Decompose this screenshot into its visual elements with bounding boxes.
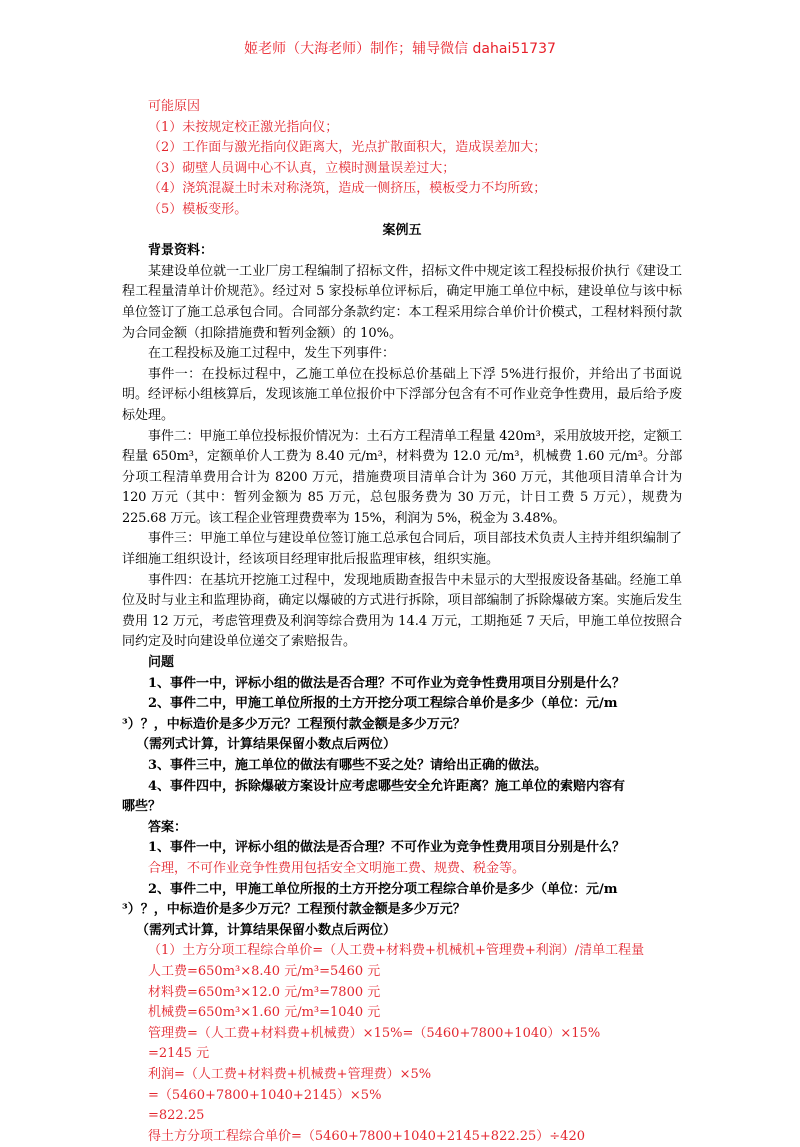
calc-line: （1）土方分项工程综合单价=（人工费+材料费+机械机+管理费+利润）/清单工程量 <box>148 943 645 959</box>
answer-1: 合理，不可作业竞争性费用包括安全文明施工费、规费、税金等。 <box>148 860 526 876</box>
cause-item: （1）未按规定校正激光指向仪； <box>148 119 339 135</box>
calc-line: =2145 元 <box>148 1046 210 1062</box>
question-1: 1、事件一中，评标小组的做法是否合理？不可作业为竞争性费用项目分别是什么？ <box>148 675 626 691</box>
calc-line: 机械费=650m³×1.60 元/m³=1040 元 <box>148 1005 381 1021</box>
event-3-paragraph: 事件三：甲施工单位与建设单位签订施工总承包合同后，项目部技术负责人主持并组织编制了详细施工组织设计，经该项目经理审批后报监理审核，组织实施。 <box>122 531 682 568</box>
event-1-paragraph: 事件一：在投标过程中，乙施工单位在投标总价基础上下浮 5%进行报价，并给出了书面说明。经评标小组核算后，发现该施工单位报价中下浮部分包含有不可作业竞争性费用，最后给予废标处理。 <box>122 366 682 423</box>
answer-question-2-line-2: ³）？，中标造价是多少万元？工程预付款金额是多少万元？ <box>122 902 466 918</box>
calc-line: =822.25 <box>148 1108 205 1124</box>
cause-item: （5）模板变形。 <box>148 201 248 217</box>
background-label: 背景资料： <box>148 243 214 259</box>
calc-line: =（5460+7800+1040+2145）×5% <box>148 1087 382 1103</box>
question-4-line-1: 4、事件四中，拆除爆破方案设计应考虑哪些安全允许距离？施工单位的索赔内容有 <box>148 778 626 794</box>
calc-line: 人工费=650m³×8.40 元/m³=5460 元 <box>148 963 381 979</box>
background-paragraph: 在工程投标及施工过程中，发生下列事件： <box>148 346 396 362</box>
cause-item: （3）砌壁人员调中心不认真，立模时测量误差过大； <box>148 160 456 176</box>
answer-question-2-note: （需列式计算，计算结果保留小数点后两位） <box>136 922 397 938</box>
question-4-line-2: 哪些？ <box>122 799 162 815</box>
page-header: 姬老师（大海老师）制作；辅导微信 dahai51737 <box>244 41 556 57</box>
case-title: 案例五 <box>382 222 422 238</box>
background-paragraph: 某建设单位就一工业厂房工程编制了招标文件，招标文件中规定该工程投标报价执行《建设工程工程量清单计价规范》。经过对 5 家投标单位评标后，确定甲施工单位中标，建设单位与该中标单位签订了施工总承包合同。合同部分条款约定：本工程采用综合单价计价模式，工程材料预付款为合同金额（扣除措施费和暂列金额）的 10%。 <box>122 263 682 341</box>
event-2-paragraph: 事件二：甲施工单位投标报价情况为：土石方工程清单工程量 420m³，采用放坡开挖，定额工程量 650m³，定额单价人工费为 8.40 元/m³，材料费为 12.0 元/m³，机械费 1.60 元/m³。分部分项工程清单费用合计为 8200 万元，措施费项目清单合计为 360 万元，其他项目清单合计为 120 万元（其中：暂列金额为 85 万元，总包服务费为 30 万元，计日工费 5 万元），规费为 225.68 万元。该工程企业管理费费率为 15%，利润为 5%，税金为 3.48%。 <box>122 428 682 526</box>
answers-label: 答案： <box>148 819 188 835</box>
calc-line: 利润=（人工费+材料费+机械费+管理费）×5% <box>148 1066 432 1082</box>
cause-item: （4）浇筑混凝土时未对称浇筑，造成一侧挤压，模板受力不均所致； <box>148 181 547 197</box>
answer-question-1: 1、事件一中，评标小组的做法是否合理？不可作业为竞争性费用项目分别是什么？ <box>148 840 626 856</box>
document-body <box>122 97 682 1147</box>
calc-line: 管理费=（人工费+材料费+机械费）×15%=（5460+7800+1040）×15% <box>148 1025 601 1041</box>
questions-label: 问题 <box>148 655 175 671</box>
causes-title: 可能原因 <box>148 99 201 114</box>
question-3: 3、事件三中，施工单位的做法有哪些不妥之处？请给出正确的做法。 <box>148 758 548 773</box>
question-2-line-1: 2、事件二中，甲施工单位所报的土方开挖分项工程综合单价是多少（单位：元/m <box>148 696 618 712</box>
question-2-note: （需列式计算，计算结果保留小数点后两位） <box>136 737 397 753</box>
answer-question-2-line-1: 2、事件二中，甲施工单位所报的土方开挖分项工程综合单价是多少（单位：元/m <box>148 881 618 897</box>
calc-line: 得土方分项工程综合单价=（5460+7800+1040+2145+822.25）÷420 <box>148 1128 585 1144</box>
calc-line: 材料费=650m³×12.0 元/m³=7800 元 <box>148 984 381 1000</box>
cause-item: （2）工作面与激光指向仪距离大，光点扩散面积大，造成误差加大； <box>148 140 547 156</box>
event-4-paragraph: 事件四：在基坑开挖施工过程中，发现地质勘查报告中未显示的大型报废设备基础。经施工单位及时与业主和监理协商，确定以爆破的方式进行拆除，项目部编制了拆除爆破方案。实施后发生费用 12 万元，考虑管理费及利润等综合费用为 14.4 万元，工期拖延 7 天后，甲施工单位按照合同约定及时向建设单位递交了索赔报告。 <box>122 572 682 650</box>
question-2-line-2: ³）？，中标造价是多少万元？工程预付款金额是多少万元？ <box>122 716 466 732</box>
